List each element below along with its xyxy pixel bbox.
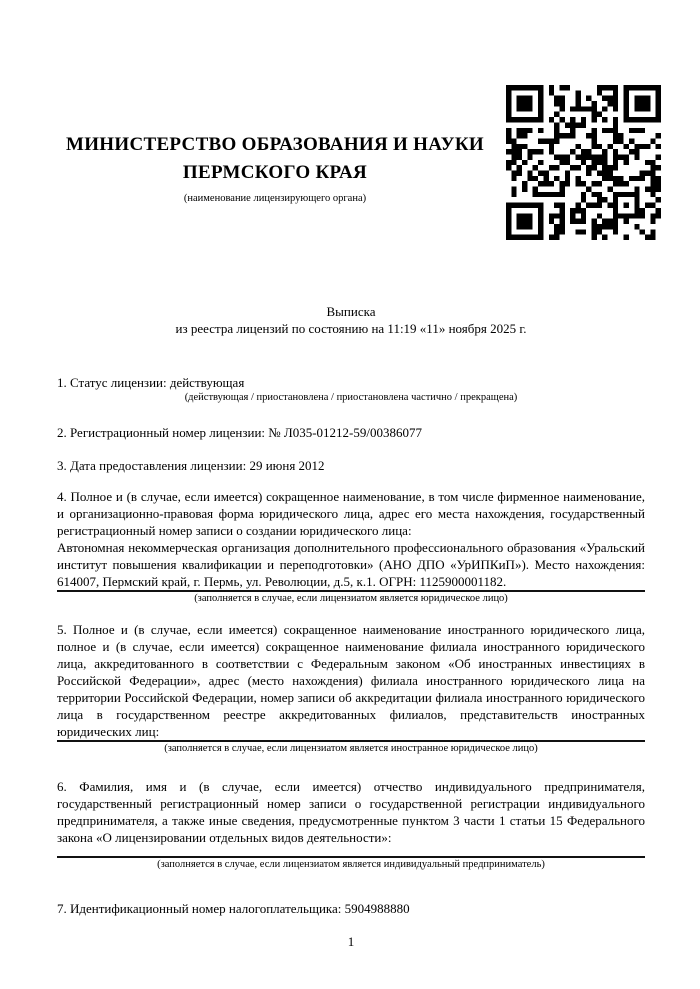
ministry-name-line2: ПЕРМСКОГО КРАЯ	[182, 162, 368, 183]
field-legal-entity	[57, 488, 645, 605]
ministry-name-line1: МИНИСТЕРСТВО ОБРАЗОВАНИЯ И НАУКИ	[65, 134, 485, 155]
field-legal-entity-label: 4. Полное и (в случае, если имеется) сокращенное наименование, в том числе фирменное наименование, и организационно-правовая форма юридического лица, адрес его места нахождения, государственный регистрационный номер записи о создании юридического лица:	[57, 489, 645, 538]
field-foreign-entity	[57, 621, 645, 755]
field-license-status	[57, 374, 645, 404]
field-foreign-entity-hint: (заполняется в случае, если лицензиатом является иностранное юридическое лицо)	[164, 743, 538, 754]
field-foreign-entity-label: 5. Полное и (в случае, если имеется) сокращенное наименование иностранного юридического лица, полное и (в случае, если имеется) сокращенное наименование филиала иностранного юридического лица, аккредитованного в соответствии с Федеральным законом «Об иностранных инвестициях в Российской Федерации», адрес (место нахождения) филиала иностранного юридического лица на территории Российской Федерации, номер записи об аккредитации филиала иностранного юридического лица в государственном реестре аккредитованных филиалов, представительств иностранных юридических лиц:	[57, 622, 645, 739]
qr-code	[506, 85, 661, 240]
field-individual-entrepreneur	[57, 778, 645, 871]
field-license-date: 3. Дата предоставления лицензии: 29 июня 2012	[57, 458, 325, 473]
document-body	[57, 303, 645, 950]
field-individual-entrepreneur-hint: (заполняется в случае, если лицензиатом является индивидуальный предприниматель)	[157, 859, 545, 870]
licensing-authority-caption: (наименование лицензирующего органа)	[183, 193, 367, 204]
field-legal-entity-hint: (заполняется в случае, если лицензиатом является юридическое лицо)	[194, 593, 508, 604]
document-title	[57, 303, 645, 337]
field-legal-entity-value: Автономная некоммерческая организация дополнительного профессионального образования «Уральский институт повышения квалификации и переподготовки» (АНО ДПО «УрИПКиП»). Место нахождения: 614007, Пермский край, г. Пермь, ул. Революции, д.5, к.1. ОГРН: 1125900001182.	[57, 540, 645, 589]
page-number: 1	[347, 934, 355, 949]
licensing-authority-header	[57, 131, 493, 205]
field-license-status-hint: (действующая / приостановлена / приостановлена частично / прекращена)	[184, 392, 518, 403]
field-taxpayer-number: 7. Идентификационный номер налогоплательщика: 5904988880	[57, 901, 410, 916]
field-individual-entrepreneur-label: 6. Фамилия, имя и (в случае, если имеется) отчество индивидуального предпринимателя, государственный регистрационный номер записи о государственной регистрации индивидуального предпринимателя, а также иные сведения, предусмотренные пунктом 3 части 1 статьи 15 Федерального закона «О лицензировании отдельных видов деятельности»:	[57, 779, 645, 845]
document-title-line2: из реестра лицензий по состоянию на 11:19 «11» ноября 2025 г.	[175, 321, 527, 336]
document-title-line1: Выписка	[326, 304, 376, 319]
field-registration-number: 2. Регистрационный номер лицензии: № Л035-01212-59/00386077	[57, 425, 423, 440]
field-license-status-text: 1. Статус лицензии: действующая	[57, 375, 245, 390]
